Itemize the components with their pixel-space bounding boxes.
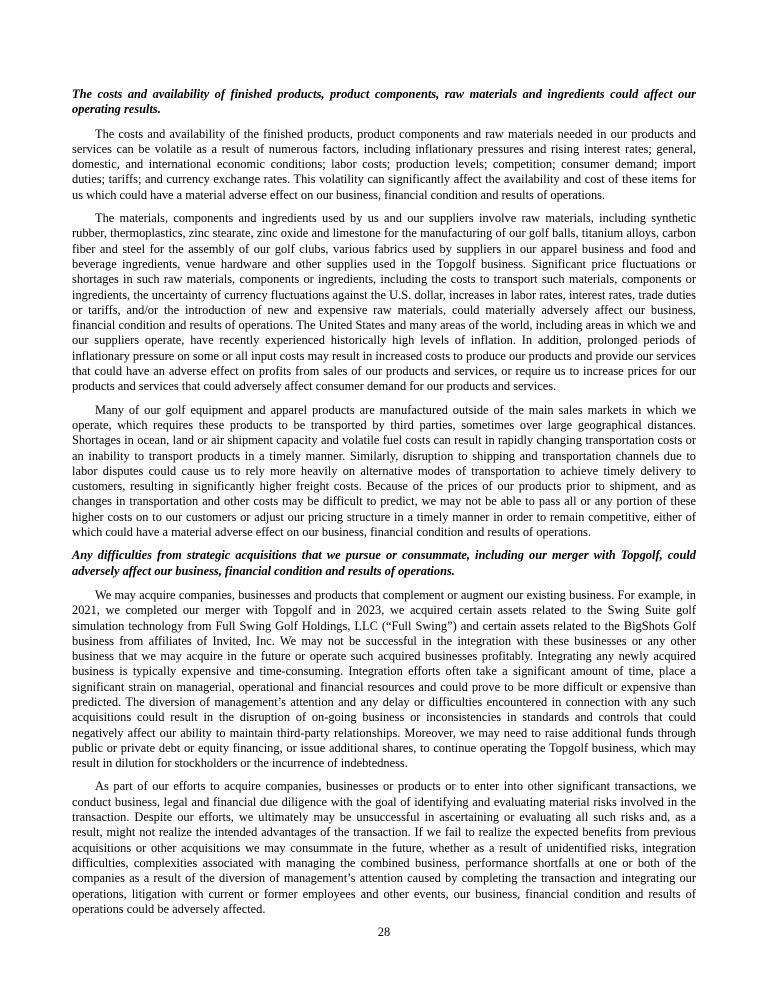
paragraph-due-diligence: As part of our efforts to acquire companies, businesses or products or to enter into other significant transactions, we conduct business, legal and financial due diligence with the goal of identifying and evaluating material risks involved in the transaction. Despite our efforts, we ultimately may be unsuccessful in ascertaining or evaluating all such risks and, as a result, might not realize the intended advantages of the transaction. If we fail to realize the expected benefits from previous acquisitions or other acquisitions we may consummate in the future, whether as a result of unidentified risks, integration difficulties, complexities associated with managing the combined business, performance shortfalls at one or both of the companies as a result of the diversion of management’s attention caused by completing the transaction and integrating our operations, litigation with current or former employees and other events, our business, financial condition and results of operations could be adversely affected. [72, 779, 696, 916]
paragraph-transportation: Many of our golf equipment and apparel products are manufactured outside of the main sales markets in which we operate, which requires these products to be transported by third parties, sometimes over large geographical distances. Shortages in ocean, land or air shipment capacity and volatile fuel costs can result in rapidly changing transportation costs or an inability to transport products in a timely manner. Similarly, disruption to shipping and transportation channels due to labor disputes could cause us to rely more heavily on alternative modes of transportation to achieve timely delivery to customers, resulting in significantly higher freight costs. Because of the prices of our products prior to shipment, and as changes in transportation and other costs may be difficult to predict, we may not be able to pass all or any portion of these higher costs on to our customers or adjust our pricing structure in a timely manner in order to remain competitive, either of which could have a material adverse effect on our business, financial condition and results of operations. [72, 402, 696, 540]
document-body [72, 87, 696, 925]
paragraph-costs-volatility: The costs and availability of the finished products, product components and raw materials needed in our products and services can be volatile as a result of numerous factors, including inflationary pressures and rising interest rates; general, domestic, and international economic conditions; labor costs; production levels; competition; consumer demand; import duties; tariffs; and currency exchange rates. This volatility can significantly affect the availability and cost of these items for us which could have a material adverse effect on our business, financial condition and results of operations. [72, 126, 696, 202]
risk-factor-heading-costs-availability: The costs and availability of finished products, product components, raw materials and ingredients could affect our operating results. [72, 87, 696, 117]
paragraph-acquisitions-integration: We may acquire companies, businesses and products that complement or augment our existing business. For example, in 2021, we completed our merger with Topgolf and in 2023, we acquired certain assets related to the Swing Suite golf simulation technology from Full Swing Golf Holdings, LLC (“Full Swing”) and certain assets related to the BigShots Golf business from affiliates of Invited, Inc. We may not be successful in the integration with these businesses or any other business that we may acquire in the future or operate such acquired businesses profitably. Integrating any newly acquired business is typically expensive and time-consuming. Integration efforts often take a significant amount of time, place a significant strain on managerial, operational and financial resources and could prove to be more difficult or expensive than predicted. The diversion of management’s attention and any delay or difficulties encountered in connection with any such acquisitions could result in the disruption of on-going business or inconsistencies in standards and controls that could negatively affect our ability to maintain third-party relationships. Moreover, we may need to raise additional funds through public or private debt or equity financing, or issue additional shares, to continue operating the Topgolf business, which may result in dilution for stockholders or the incurrence of indebtedness. [72, 587, 696, 771]
page-number: 28 [377, 925, 391, 939]
risk-factor-heading-acquisitions: Any difficulties from strategic acquisitions that we pursue or consummate, including our merger with Topgolf, could adversely affect our business, financial condition and results of operations. [72, 548, 696, 578]
paragraph-materials-components: The materials, components and ingredients used by us and our suppliers involve raw materials, including synthetic rubber, thermoplastics, zinc stearate, zinc oxide and limestone for the manufacturing of our golf balls, titanium alloys, carbon fiber and steel for the assembly of our golf clubs, various fabrics used by suppliers in our apparel business and food and beverage ingredients, venue hardware and other supplies used in the Topgolf business. Significant price fluctuations or shortages in such raw materials, components or ingredients, including the costs to transport such materials, components or ingredients, the uncertainty of currency fluctuations against the U.S. dollar, increases in labor rates, interest rates, trade duties or tariffs, and/or the introduction of new and expensive raw materials, could materially adversely affect our business, financial condition and results of operations. The United States and many areas of the world, including areas in which we and our suppliers operate, have recently experienced historically high levels of inflation. In addition, prolonged periods of inflationary pressure on some or all input costs may result in increased costs to produce our products and provide our services that could have an adverse effect on profits from sales of our products and services, or require us to increase prices for our products and services that could adversely affect consumer demand for our products and services. [72, 211, 696, 394]
